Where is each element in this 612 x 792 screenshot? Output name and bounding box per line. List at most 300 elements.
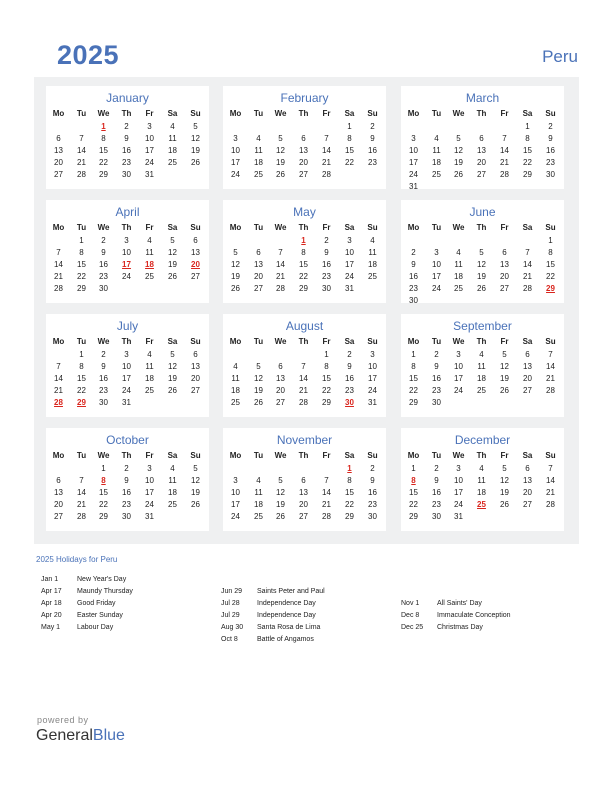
week-row: [223, 283, 386, 295]
day-cell: 21: [54, 272, 63, 281]
day-cell: 12: [276, 488, 285, 497]
day-cell: 13: [523, 362, 532, 371]
weekday-label: Sa: [167, 109, 178, 118]
day-cell: 20: [500, 272, 509, 281]
weekday-label: Su: [545, 109, 556, 118]
day-cell: 5: [233, 248, 238, 257]
weekday-label: We: [97, 337, 110, 346]
day-cell: 15: [409, 488, 418, 497]
day-cell: 25: [145, 386, 154, 395]
logo-blue-text: Blue: [92, 727, 125, 744]
week-row: [401, 487, 564, 499]
day-cell: 3: [233, 476, 238, 485]
day-cell: 1: [101, 464, 106, 473]
day-cell: 21: [77, 500, 86, 509]
holiday-item: [221, 610, 411, 622]
day-cell: 27: [191, 272, 200, 281]
week-row: [223, 133, 386, 145]
week-row: [401, 121, 564, 133]
day-cell: 7: [56, 362, 61, 371]
weekday-label: Th: [298, 337, 309, 346]
day-cell: 4: [456, 248, 461, 257]
weekday-label: Fr: [145, 109, 154, 118]
weekday-label: Mo: [52, 451, 65, 460]
weekday-label: Mo: [52, 223, 65, 232]
weekday-label: Fr: [500, 451, 509, 460]
holiday-day-cell: 8: [411, 476, 416, 485]
day-cell: 27: [523, 386, 532, 395]
weekday-label: Mo: [229, 337, 242, 346]
day-cell: 30: [432, 398, 441, 407]
day-cell: 5: [278, 476, 283, 485]
month-name: December: [454, 433, 511, 447]
day-cell: 9: [434, 476, 439, 485]
day-cell: 17: [454, 488, 463, 497]
weekday-label: Tu: [76, 109, 87, 118]
day-cell: 15: [546, 260, 555, 269]
day-cell: 25: [368, 272, 377, 281]
weekday-label: Mo: [229, 223, 242, 232]
day-cell: 15: [523, 146, 532, 155]
day-cell: 22: [77, 272, 86, 281]
day-cell: 19: [168, 374, 177, 383]
day-cell: 13: [523, 476, 532, 485]
day-cell: 28: [77, 512, 86, 521]
day-cell: 9: [101, 362, 106, 371]
day-cell: 30: [99, 284, 108, 293]
month-october: [46, 428, 209, 531]
holiday-date: Jan 1: [41, 576, 59, 583]
day-cell: 14: [546, 476, 555, 485]
week-row: [401, 259, 564, 271]
day-cell: 3: [434, 248, 439, 257]
weekday-label: Th: [476, 451, 487, 460]
weekday-label: Fr: [322, 337, 331, 346]
day-cell: 22: [299, 272, 308, 281]
day-cell: 31: [145, 170, 154, 179]
weekday-label: Su: [190, 337, 201, 346]
year-title: 2025: [57, 40, 120, 70]
holiday-day-cell: 28: [54, 398, 63, 407]
day-cell: 1: [411, 464, 416, 473]
day-cell: 28: [276, 284, 285, 293]
day-cell: 27: [299, 512, 308, 521]
month-name: July: [116, 319, 139, 333]
weekday-label: Mo: [52, 109, 65, 118]
weekday-label: Sa: [522, 451, 533, 460]
day-cell: 8: [347, 134, 352, 143]
day-cell: 11: [231, 374, 240, 383]
day-cell: 18: [432, 158, 441, 167]
day-cell: 26: [191, 500, 200, 509]
week-row: [401, 235, 564, 247]
day-cell: 11: [368, 248, 377, 257]
day-cell: 5: [170, 350, 175, 359]
month-march: [401, 86, 564, 189]
day-cell: 6: [193, 236, 198, 245]
day-cell: 10: [432, 260, 441, 269]
day-cell: 24: [122, 272, 131, 281]
day-cell: 19: [454, 158, 463, 167]
week-row: [46, 247, 209, 259]
day-cell: 25: [454, 284, 463, 293]
day-cell: 13: [54, 488, 63, 497]
weekday-label: Su: [545, 223, 556, 232]
month-july: [46, 314, 209, 417]
day-cell: 12: [168, 362, 177, 371]
day-cell: 22: [99, 500, 108, 509]
day-cell: 27: [54, 512, 63, 521]
week-row: [401, 361, 564, 373]
day-cell: 18: [254, 500, 263, 509]
day-cell: 17: [409, 158, 418, 167]
day-cell: 23: [99, 272, 108, 281]
week-row: [401, 247, 564, 259]
holiday-name: Battle of Angamos: [257, 636, 314, 643]
day-cell: 10: [368, 362, 377, 371]
day-cell: 24: [145, 500, 154, 509]
day-cell: 24: [122, 386, 131, 395]
day-cell: 2: [124, 122, 129, 131]
holiday-item: [221, 598, 411, 610]
day-cell: 22: [345, 158, 354, 167]
weekday-label: Sa: [167, 451, 178, 460]
week-row: [223, 463, 386, 475]
weekday-header-row: [401, 222, 564, 234]
day-cell: 5: [193, 122, 198, 131]
day-cell: 17: [145, 146, 154, 155]
holiday-date: Jul 29: [221, 612, 240, 619]
day-cell: 10: [454, 362, 463, 371]
weekday-label: Th: [298, 223, 309, 232]
holiday-date: Jun 29: [221, 588, 243, 595]
week-row: [223, 397, 386, 409]
week-row: [401, 295, 564, 307]
week-row: [401, 283, 564, 295]
week-row: [223, 475, 386, 487]
day-cell: 29: [322, 398, 331, 407]
day-cell: 20: [523, 488, 532, 497]
day-cell: 17: [368, 374, 377, 383]
holiday-day-cell: 29: [77, 398, 86, 407]
day-cell: 3: [124, 350, 129, 359]
day-cell: 6: [56, 134, 61, 143]
day-cell: 4: [256, 134, 261, 143]
day-cell: 8: [411, 362, 416, 371]
week-row: [46, 259, 209, 271]
week-row: [401, 145, 564, 157]
day-cell: 20: [299, 500, 308, 509]
week-row: [223, 259, 386, 271]
day-cell: 3: [456, 464, 461, 473]
day-cell: 11: [168, 134, 177, 143]
day-cell: 12: [254, 374, 263, 383]
country-title: Peru: [542, 47, 578, 66]
holiday-name: All Saints' Day: [437, 600, 482, 607]
day-cell: 24: [454, 386, 463, 395]
week-row: [46, 133, 209, 145]
day-cell: 14: [77, 146, 86, 155]
weekday-label: Tu: [431, 223, 442, 232]
weekday-label: We: [97, 451, 110, 460]
week-row: [401, 511, 564, 523]
logo-general-text: General: [36, 727, 93, 744]
day-cell: 9: [324, 248, 329, 257]
day-cell: 9: [411, 260, 416, 269]
day-cell: 13: [276, 374, 285, 383]
week-row: [223, 511, 386, 523]
day-cell: 18: [368, 260, 377, 269]
day-cell: 4: [170, 122, 175, 131]
day-cell: 2: [101, 350, 106, 359]
month-january: [46, 86, 209, 189]
day-cell: 27: [523, 500, 532, 509]
weekday-label: Th: [121, 223, 132, 232]
week-row: [223, 349, 386, 361]
weekday-label: Fr: [145, 451, 154, 460]
month-november: [223, 428, 386, 531]
day-cell: 5: [193, 464, 198, 473]
month-name: August: [285, 319, 324, 333]
day-cell: 4: [479, 350, 484, 359]
day-cell: 1: [79, 236, 84, 245]
day-cell: 7: [79, 134, 84, 143]
day-cell: 3: [147, 122, 152, 131]
day-cell: 31: [368, 398, 377, 407]
day-cell: 13: [254, 260, 263, 269]
day-cell: 7: [548, 350, 553, 359]
day-cell: 10: [454, 476, 463, 485]
holiday-name: Christmas Day: [437, 624, 483, 631]
holiday-name: Independence Day: [257, 600, 316, 607]
weekday-label: We: [452, 451, 465, 460]
day-cell: 20: [276, 386, 285, 395]
day-cell: 7: [79, 476, 84, 485]
week-row: [46, 157, 209, 169]
week-row: [46, 235, 209, 247]
day-cell: 19: [231, 272, 240, 281]
weekday-label: Fr: [500, 223, 509, 232]
day-cell: 25: [477, 386, 486, 395]
weekday-header-row: [46, 222, 209, 234]
month-august: [223, 314, 386, 417]
day-cell: 6: [525, 464, 530, 473]
day-cell: 3: [124, 236, 129, 245]
day-cell: 17: [231, 500, 240, 509]
day-cell: 16: [368, 146, 377, 155]
holiday-date: Dec 25: [401, 624, 424, 631]
day-cell: 24: [345, 272, 354, 281]
month-february: [223, 86, 386, 189]
day-cell: 6: [56, 476, 61, 485]
weekday-header-row: [401, 336, 564, 348]
day-cell: 6: [278, 362, 283, 371]
day-cell: 16: [409, 272, 418, 281]
day-cell: 1: [79, 350, 84, 359]
day-cell: 13: [477, 146, 486, 155]
day-cell: 15: [99, 146, 108, 155]
day-cell: 21: [276, 272, 285, 281]
month-name: January: [106, 91, 149, 105]
weekday-label: Sa: [522, 223, 533, 232]
day-cell: 29: [345, 512, 354, 521]
day-cell: 25: [432, 170, 441, 179]
day-cell: 25: [168, 500, 177, 509]
day-cell: 4: [479, 464, 484, 473]
day-cell: 26: [276, 170, 285, 179]
day-cell: 27: [477, 170, 486, 179]
week-row: [401, 463, 564, 475]
day-cell: 2: [434, 350, 439, 359]
weekday-label: Sa: [344, 337, 355, 346]
day-cell: 19: [276, 158, 285, 167]
day-cell: 8: [525, 134, 530, 143]
day-cell: 31: [345, 284, 354, 293]
day-cell: 28: [523, 284, 532, 293]
weekday-label: Sa: [344, 109, 355, 118]
day-cell: 22: [409, 500, 418, 509]
holiday-date: Apr 20: [41, 612, 62, 619]
day-cell: 24: [409, 170, 418, 179]
day-cell: 4: [370, 236, 375, 245]
day-cell: 9: [434, 362, 439, 371]
holiday-name: New Year's Day: [77, 576, 127, 583]
day-cell: 29: [99, 170, 108, 179]
day-cell: 1: [525, 122, 530, 131]
day-cell: 22: [409, 386, 418, 395]
day-cell: 19: [191, 146, 200, 155]
day-cell: 20: [54, 500, 63, 509]
day-cell: 24: [231, 170, 240, 179]
day-cell: 18: [168, 488, 177, 497]
month-may: [223, 200, 386, 303]
weekday-label: Su: [367, 223, 378, 232]
day-cell: 7: [548, 464, 553, 473]
day-cell: 23: [99, 386, 108, 395]
day-cell: 26: [500, 386, 509, 395]
day-cell: 14: [54, 374, 63, 383]
day-cell: 19: [254, 386, 263, 395]
day-cell: 29: [77, 284, 86, 293]
day-cell: 15: [77, 260, 86, 269]
day-cell: 20: [477, 158, 486, 167]
day-cell: 11: [145, 248, 154, 257]
day-cell: 20: [54, 158, 63, 167]
day-cell: 30: [122, 512, 131, 521]
day-cell: 28: [77, 170, 86, 179]
day-cell: 15: [345, 146, 354, 155]
day-cell: 8: [101, 134, 106, 143]
day-cell: 13: [500, 260, 509, 269]
weekday-label: Sa: [167, 337, 178, 346]
day-cell: 3: [233, 134, 238, 143]
day-cell: 25: [231, 398, 240, 407]
day-cell: 8: [324, 362, 329, 371]
day-cell: 17: [432, 272, 441, 281]
day-cell: 27: [500, 284, 509, 293]
day-cell: 24: [368, 386, 377, 395]
day-cell: 21: [546, 374, 555, 383]
weekday-label: Mo: [407, 109, 420, 118]
day-cell: 9: [124, 476, 129, 485]
weekday-label: Tu: [253, 451, 264, 460]
day-cell: 16: [432, 374, 441, 383]
day-cell: 15: [299, 260, 308, 269]
weekday-label: We: [97, 109, 110, 118]
week-row: [401, 349, 564, 361]
weekday-label: Su: [190, 109, 201, 118]
weekday-label: We: [274, 109, 287, 118]
holiday-item: [41, 574, 231, 586]
day-cell: 28: [546, 386, 555, 395]
day-cell: 6: [193, 350, 198, 359]
week-row: [223, 499, 386, 511]
weekday-label: Th: [121, 337, 132, 346]
day-cell: 29: [409, 398, 418, 407]
generalblue-logo[interactable]: [36, 727, 125, 745]
holiday-list-column: [221, 586, 411, 646]
day-cell: 21: [322, 500, 331, 509]
weekday-label: We: [274, 451, 287, 460]
day-cell: 12: [191, 476, 200, 485]
day-cell: 19: [477, 272, 486, 281]
day-cell: 2: [324, 236, 329, 245]
day-cell: 23: [322, 272, 331, 281]
day-cell: 12: [500, 476, 509, 485]
holiday-item: [41, 586, 231, 598]
day-cell: 7: [525, 248, 530, 257]
holiday-item: [41, 598, 231, 610]
week-row: [223, 373, 386, 385]
weekday-label: Mo: [407, 451, 420, 460]
day-cell: 2: [370, 464, 375, 473]
day-cell: 14: [322, 488, 331, 497]
day-cell: 16: [99, 260, 108, 269]
day-cell: 10: [122, 362, 131, 371]
day-cell: 9: [347, 362, 352, 371]
week-row: [401, 499, 564, 511]
weekday-label: Th: [476, 109, 487, 118]
day-cell: 24: [454, 500, 463, 509]
weekday-label: Tu: [431, 337, 442, 346]
day-cell: 15: [345, 488, 354, 497]
holiday-item: [401, 598, 591, 610]
day-cell: 16: [322, 260, 331, 269]
weekday-label: Fr: [500, 337, 509, 346]
day-cell: 16: [345, 374, 354, 383]
day-cell: 19: [276, 500, 285, 509]
day-cell: 25: [254, 512, 263, 521]
day-cell: 27: [254, 284, 263, 293]
day-cell: 14: [299, 374, 308, 383]
holiday-date: Aug 30: [221, 624, 244, 631]
day-cell: 18: [145, 374, 154, 383]
holiday-name: Maundy Thursday: [77, 588, 133, 595]
day-cell: 28: [546, 500, 555, 509]
day-cell: 30: [99, 398, 108, 407]
holiday-list-column: [401, 598, 591, 634]
day-cell: 19: [191, 488, 200, 497]
holiday-day-cell: 20: [191, 260, 200, 269]
week-row: [223, 361, 386, 373]
holiday-day-cell: 8: [101, 476, 106, 485]
day-cell: 14: [54, 260, 63, 269]
day-cell: 10: [231, 488, 240, 497]
day-cell: 21: [322, 158, 331, 167]
day-cell: 18: [477, 488, 486, 497]
day-cell: 15: [322, 374, 331, 383]
day-cell: 30: [122, 170, 131, 179]
